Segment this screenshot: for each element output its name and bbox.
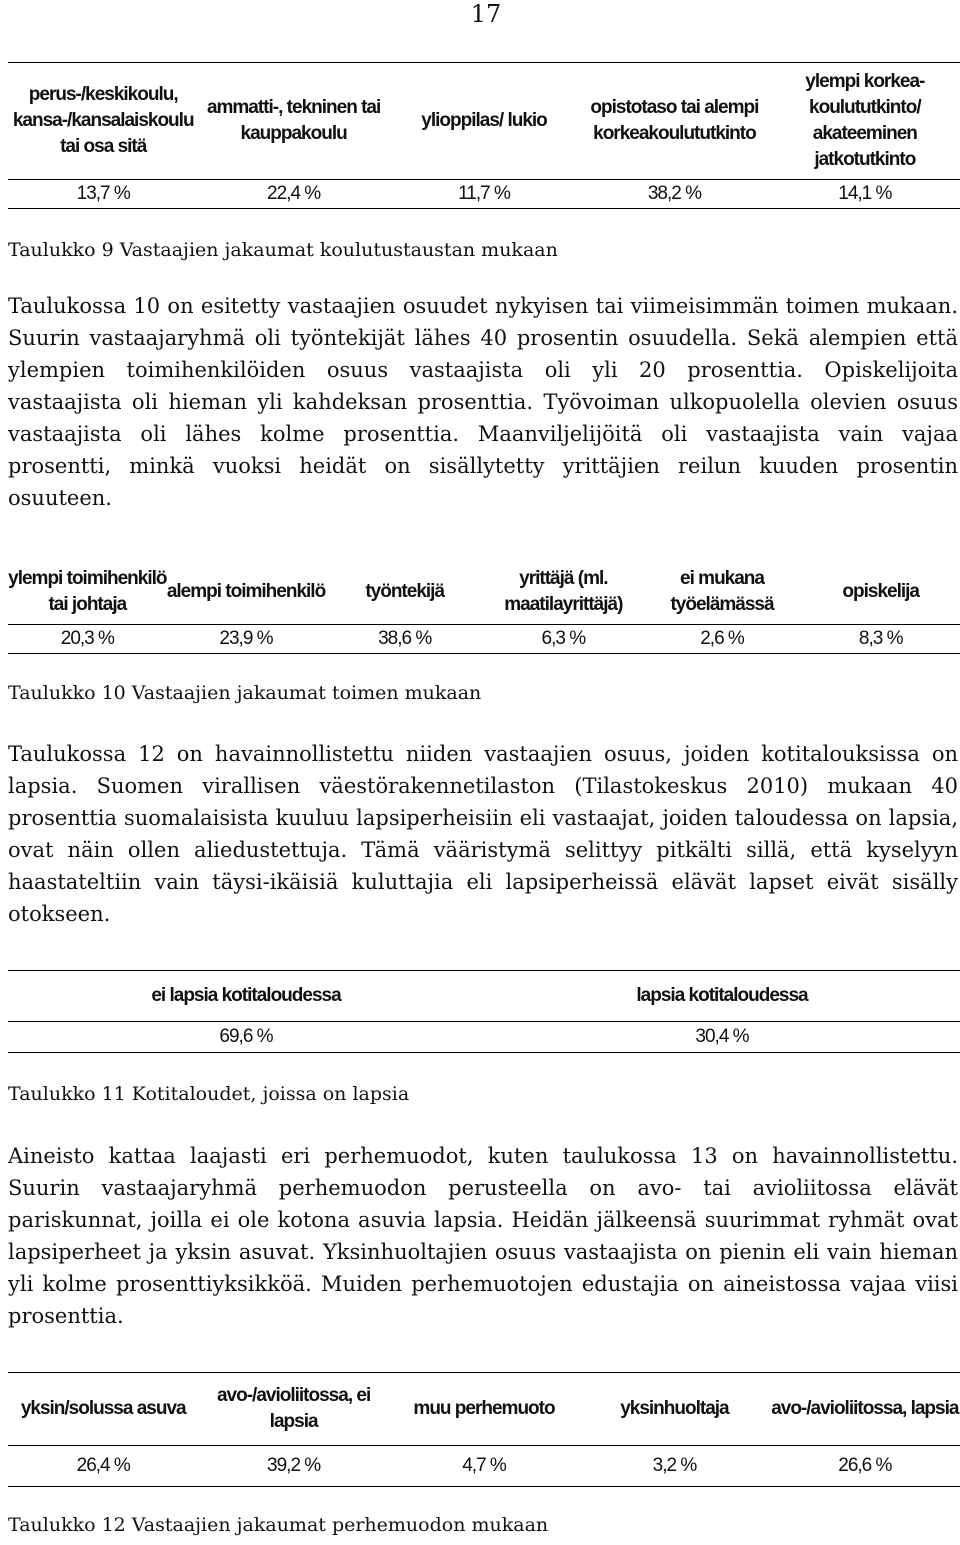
table-value-cell: 14,1 % (838, 183, 892, 204)
table-header-cell: yrittäjä (ml. maatilayrittäjä) (504, 568, 623, 615)
paragraph-3 (8, 1140, 958, 1332)
table-value-cell: 69,6 % (219, 1026, 273, 1047)
table-header-cell: työntekijä (365, 581, 445, 602)
table-header-cell: opiskelija (842, 581, 919, 602)
table-value-cell: 26,6 % (838, 1455, 892, 1476)
table-header-cell: ylempi toimihenkilö tai johtaja (8, 568, 167, 615)
table-header-cell: ylioppilas/ lukio (421, 110, 547, 131)
table-9-caption: Taulukko 9 Vastaajien jakaumat koulutustaustan mukaan (8, 239, 558, 261)
paragraph-2 (8, 738, 958, 930)
table-value-cell: 39,2 % (267, 1455, 321, 1476)
table-header-cell: avo-/avioliitossa, ei lapsia (216, 1385, 371, 1432)
table-value-cell: 26,4 % (76, 1455, 130, 1476)
table-header-cell: ei lapsia kotitaloudessa (151, 985, 341, 1006)
paragraph-1 (8, 290, 958, 514)
table-header-cell: perus-/keskikoulu, kansa-/kansalaiskoulu tai osa sitä (12, 84, 194, 157)
table-value-cell: 22,4 % (267, 183, 321, 204)
table-value-cell: 38,2 % (647, 183, 701, 204)
table-header-cell: yksin/solussa asuva (20, 1398, 186, 1419)
table-value-cell: 30,4 % (695, 1026, 749, 1047)
table-header-cell: alempi toimihenkilö (166, 581, 326, 602)
table-header-cell: yksinhuoltaja (620, 1398, 729, 1419)
table-value-cell: 4,7 % (462, 1455, 506, 1476)
paragraph-text: Aineisto kattaa laajasti eri perhemuodot, kuten taulukossa 13 on havainnollistettu. Suurin vastaajaryhmä perhemuodon perusteella on avo- tai avioliitossa elävät pariskunnat, joilla ei ole kotona asuvia lapsia. Heidän jälkeensä suurimmat ryhmät ovat lapsiperheet ja yksin asuvat. Yksinhuoltajien osuus vastaajista on pienin eli vain hieman yli kolme prosenttiyksikköä. Muiden perhemuotojen edustajia on aineistossa vajaa viisi prosenttia. (8, 1144, 958, 1328)
paragraph-text: Taulukossa 10 on esitetty vastaajien osuudet nykyisen tai viimeisimmän toimen mukaan. Suurin vastaajaryhmä oli työntekijät lähes 40 prosentin osuudella. Sekä alempien että ylempien toimihenkilöiden osuus vastaajista oli yli 20 prosenttia. Opiskelijoita vastaajista oli hieman yli kahdeksan prosenttia. Työvoiman ulkopuolella olevien osuus vastaajista oli lähes kolme prosenttia. Maanviljelijöitä oli vastaajista vain vajaa prosentti, minkä vuoksi heidät on sisällytetty yrittäjien reilun kuuden prosentin osuuteen. (8, 294, 958, 510)
table-header-cell: ei mukana työelämässä (670, 568, 774, 615)
table-value-cell: 3,2 % (652, 1455, 697, 1476)
table-value-cell: 8,3 % (858, 628, 903, 649)
table-value-cell: 13,7 % (76, 183, 130, 204)
table-header-cell: ammatti-, tekninen tai kauppakoulu (206, 97, 381, 144)
table-header-cell: avo-/avioliitossa, lapsia (771, 1398, 959, 1419)
table-value-cell: 20,3 % (60, 628, 114, 649)
table-header-cell: opistotaso tai alempi korkeakoulututkinto (590, 97, 759, 144)
table-value-cell: 11,7 % (458, 183, 510, 204)
table-12-caption: Taulukko 12 Vastaajien jakaumat perhemuodon mukaan (8, 1514, 549, 1536)
table-11-caption: Taulukko 11 Kotitaloudet, joissa on lapsia (8, 1083, 410, 1105)
table-value-cell: 23,9 % (219, 628, 273, 649)
table-value-cell: 2,6 % (700, 628, 744, 649)
table-value-cell: 38,6 % (378, 628, 432, 649)
table-11 (8, 970, 960, 1053)
table-9 (8, 62, 960, 209)
paragraph-text: Taulukossa 12 on havainnollistettu niiden vastaajien osuus, joiden kotitalouksissa on lapsia. Suomen virallisen väestörakennetilaston (Tilastokeskus 2010) mukaan 40 prosenttia suomalaisista kuuluu lapsiperheisiin eli vastaajat, joiden taloudessa on lapsia, ovat näin ollen aliedustettuja. Tämä vääristymä selittyy pitkälti sillä, että kyselyyn haastateltiin vain täysi-ikäisiä kuluttajia eli lapsiperheissä elävät lapset eivät sisälly otokseen. (8, 742, 958, 926)
table-10 (8, 560, 960, 654)
table-12 (8, 1372, 960, 1487)
table-header-cell: muu perhemuoto (413, 1398, 555, 1419)
table-header-cell: lapsia kotitaloudessa (636, 985, 808, 1006)
table-10-caption: Taulukko 10 Vastaajien jakaumat toimen mukaan (8, 682, 482, 704)
table-header-cell: ylempi korkea-koulututkinto/ akateeminen jatkotutkinto (805, 71, 925, 170)
page-number: 17 (470, 0, 502, 28)
table-value-cell: 6,3 % (541, 628, 586, 649)
